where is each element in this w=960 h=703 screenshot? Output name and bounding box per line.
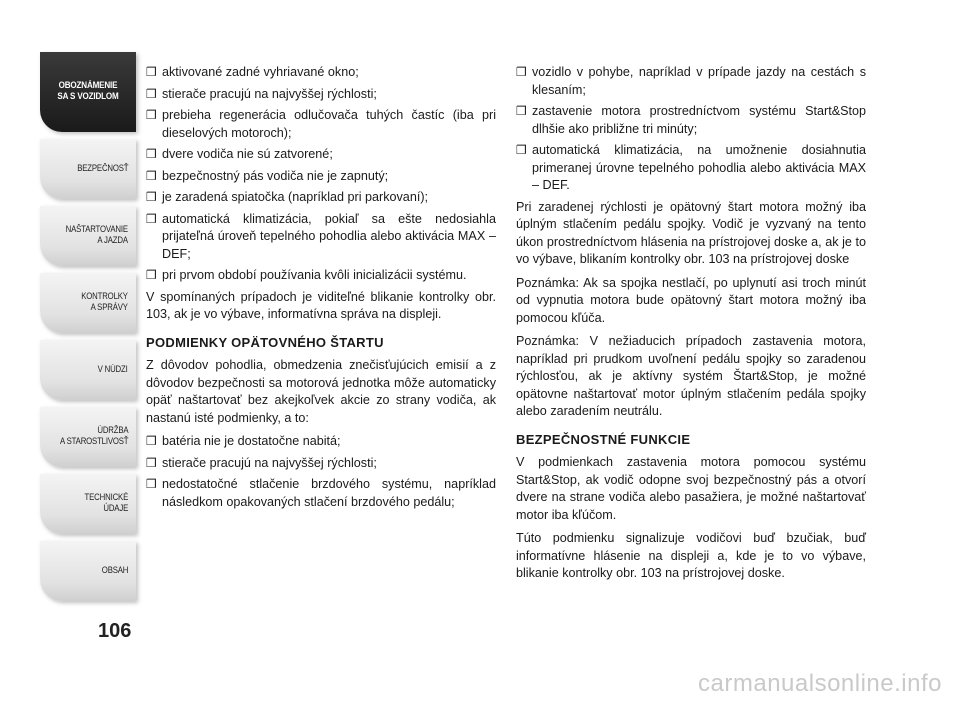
page-number: 106 [98, 620, 132, 642]
watermark: carmanualsonline.info [698, 670, 942, 697]
checkbox-bullet-icon: ❒ [146, 268, 157, 282]
tab-udrzba[interactable] [40, 407, 136, 467]
checkbox-bullet-icon: ❒ [146, 108, 157, 122]
tab-nastartovanie[interactable] [40, 206, 136, 266]
list-item-text: aktivované zadné vyhriavané okno; [162, 65, 359, 79]
note-paragraph: Poznámka: V nežiaducich prípadoch zastavenia motora, napríklad pri prudkom uvoľnení pedálu spojky so zaradenou rýchlosťou, ak je aktívny systém Štart&Stop, je možné opätovne naštartovať motor úplným stlačením pedála spojky alebo zaradením neutrálu. [516, 334, 866, 418]
checkbox-bullet-icon: ❒ [146, 65, 157, 79]
tab-label: ÚDRŽBA A STAROSTLIVOSŤ [59, 425, 128, 447]
tab-label: TECHNICKÉ ÚDAJE [84, 492, 128, 514]
list-item-text: batéria nie je dostatočne nabitá; [162, 434, 341, 448]
tab-v-nudzi[interactable] [40, 340, 136, 400]
list-item [516, 142, 866, 195]
list-item [146, 86, 496, 104]
list-item-text: je zaradená spiatočka (napríklad pri parkovaní); [162, 190, 429, 204]
list-item-text: nedostatočné stlačenie brzdového systému, napríklad následkom opakovaných stlačení brzdového pedálu; [162, 477, 496, 509]
checkbox-bullet-icon: ❒ [146, 190, 157, 204]
tab-label: V NÚDZI [97, 363, 128, 375]
chapter-tabs [40, 52, 136, 608]
checkbox-bullet-icon: ❒ [146, 168, 157, 183]
checkbox-bullet-icon: ❒ [516, 104, 527, 118]
checkbox-bullet-icon: ❒ [146, 86, 157, 101]
list-item-text: automatická klimatizácia, na umožnenie dosiahnutia primeranej úrovne tepelného pohodlia alebo aktivácia MAX – DEF. [532, 143, 866, 192]
paragraph: Túto podmienku signalizuje vodičovi buď bzučiak, buď informatívne hlásenie na displeji a, kde je to vo výbave, blikanie kontrolky obr. 103 na prístrojovej doske. [516, 531, 866, 580]
checkbox-bullet-icon: ❒ [146, 455, 157, 470]
paragraph: V spomínaných prípadoch je viditeľné blikanie kontrolky obr. 103, ak je vo výbave, informatívna správa na displeji. [146, 289, 496, 321]
tab-label: OBSAH [101, 564, 128, 576]
list-item-text: stierače pracujú na najvyššej rýchlosti; [162, 86, 377, 101]
checkbox-bullet-icon: ❒ [516, 65, 527, 79]
list-item [146, 211, 496, 264]
list-item [146, 455, 496, 473]
list-item [146, 267, 496, 285]
left-column [146, 64, 496, 515]
checkbox-bullet-icon: ❒ [146, 147, 157, 161]
list-item-text: vozidlo v pohybe, napríklad v prípade jazdy na cestách s klesaním; [532, 65, 866, 97]
list-item [516, 64, 866, 99]
tab-label: KONTROLKY A SPRÁVY [81, 291, 128, 313]
list-item [146, 189, 496, 207]
list-item-text: bezpečnostný pás vodiča nie je zapnutý; [162, 168, 389, 183]
tab-obsah[interactable] [40, 541, 136, 601]
list-item [146, 146, 496, 164]
checkbox-bullet-icon: ❒ [146, 477, 157, 491]
list-item-text: stierače pracujú na najvyššej rýchlosti; [162, 455, 377, 470]
list-item-text: zastavenie motora prostredníctvom systému Start&Stop dlhšie ako približne tri minúty; [532, 104, 866, 136]
tab-bezpecnost[interactable] [40, 139, 136, 199]
list-item [146, 64, 496, 82]
right-column [516, 64, 866, 589]
paragraph: V podmienkach zastavenia motora pomocou systému Start&Stop, ak vodič odopne svoj bezpečnostný pás a otvorí dvere na strane vodiča alebo pasažiera, je možné naštartovať motor iba kľúčom. [516, 455, 866, 522]
tab-label: NAŠTARTOVANIE A JAZDA [65, 224, 128, 246]
list-item [516, 103, 866, 138]
list-item-text: dvere vodiča nie sú zatvorené; [162, 147, 333, 161]
paragraph: Z dôvodov pohodlia, obmedzenia znečisťujúcich emisií a z dôvodov bezpečnosti sa motorová jednotka môže automaticky opäť naštartovať bez akejkoľvek akcie zo strany vodiča, ak nastanú isté podmienky, a to: [146, 358, 496, 425]
checkbox-bullet-icon: ❒ [516, 143, 527, 157]
tab-kontrolky[interactable] [40, 273, 136, 333]
list-item [146, 476, 496, 511]
paragraph: Pri zaradenej rýchlosti je opätovný štart motora možný iba úplným stlačením pedálu spojky. Vodič je vyzvaný na tento úkon prostredníctvom hlásenia na prístrojovej doske a, ak je to vo výbave, blikaním kontrolky obr. 103 na prístrojovej doske [516, 199, 866, 266]
note-paragraph: Poznámka: Ak sa spojka nestlačí, po uplynutí asi troch minút od vypnutia motora bude opätovný štart motora možný iba pomocou kľúča. [516, 275, 866, 325]
condition-list [146, 64, 496, 285]
restart-condition-list-continued [516, 64, 866, 195]
section-heading: PODMIENKY OPÄTOVNÉHO ŠTARTU [146, 334, 384, 350]
list-item-text: pri prvom období používania kvôli inicializácii systému. [162, 268, 467, 282]
checkbox-bullet-icon: ❒ [146, 211, 157, 226]
checkbox-bullet-icon: ❒ [146, 434, 157, 448]
list-item-text: prebieha regenerácia odlučovača tuhých častíc (iba pri dieselových motoroch); [162, 108, 496, 140]
list-item-text: automatická klimatizácia, pokiaľ sa ešte nedosiahla prijateľná úroveň tepelného pohodlia alebo aktivácia MAX – DEF; [162, 211, 496, 261]
list-item [146, 168, 496, 186]
tab-oboznamenie[interactable] [40, 52, 136, 132]
tab-label: OBOZNÁMENIE SA S VOZIDLOM [57, 80, 119, 102]
restart-condition-list [146, 433, 496, 511]
list-item [146, 433, 496, 451]
list-item [146, 107, 496, 142]
tab-label: BEZPEČNOSŤ [76, 162, 128, 174]
tab-technicke-udaje[interactable] [40, 474, 136, 534]
section-heading: BEZPEČNOSTNÉ FUNKCIE [516, 431, 691, 447]
